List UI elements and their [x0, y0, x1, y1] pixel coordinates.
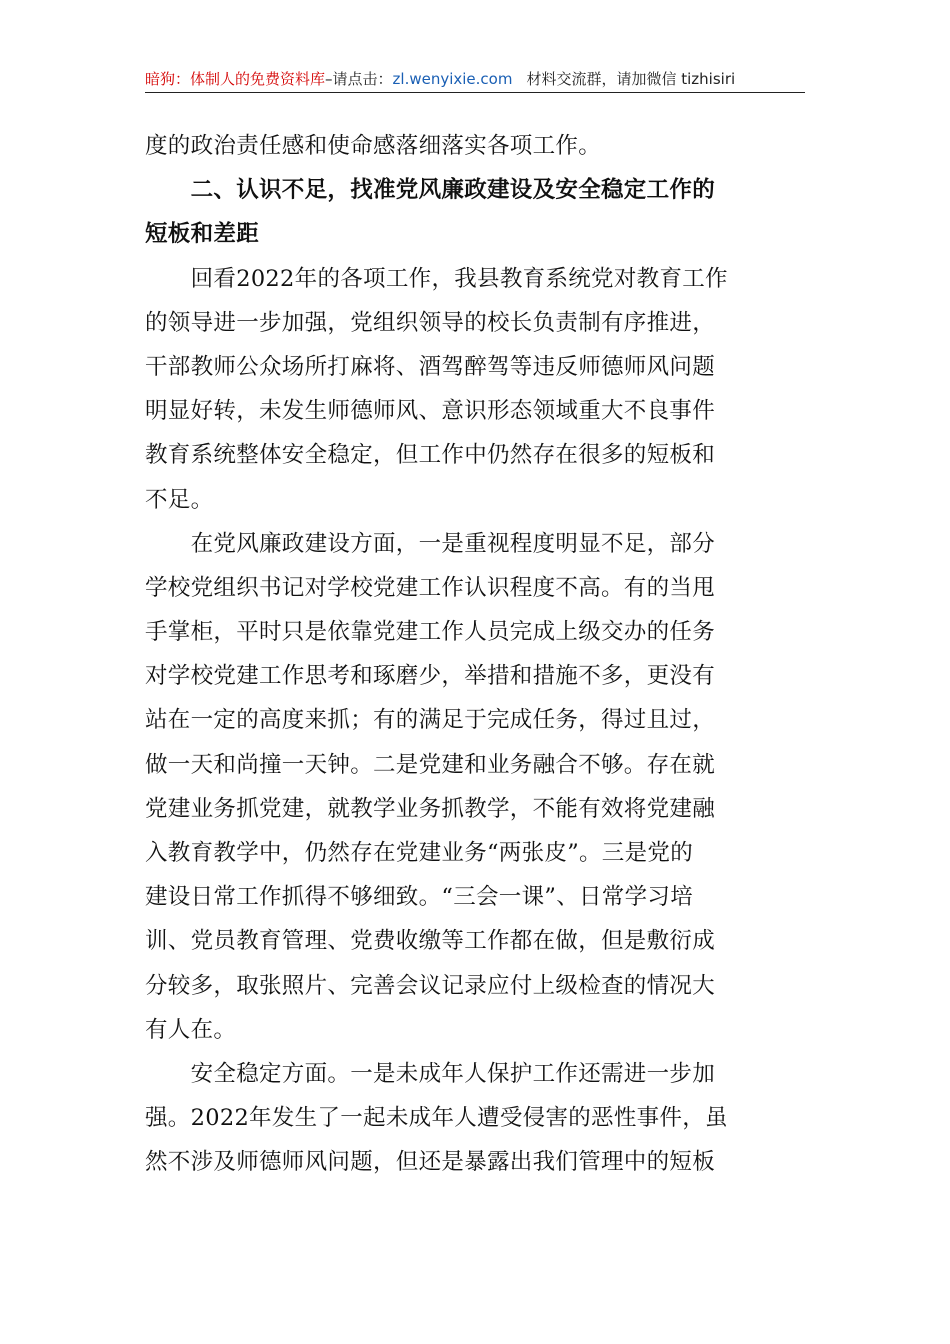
- text-line: 在党风廉政建设方面，一是重视程度明显不足，部分: [145, 530, 716, 557]
- header-url-link[interactable]: zl.wenyixie.com: [392, 70, 513, 88]
- text-line: 训、党员教育管理、党费收缴等工作都在做，但是敷衍成: [145, 928, 716, 955]
- text-line: 建设日常工作抓得不够细致。“三会一课”、日常学习培: [145, 884, 694, 911]
- text-line: 教育系统整体安全稳定，但工作中仍然存在很多的短板和: [145, 442, 716, 469]
- text-line: 对学校党建工作思考和琢磨少，举措和措施不多，更没有: [145, 663, 716, 690]
- section-heading: 二、认识不足，找准党风廉政建设及安全稳定工作的: [145, 177, 716, 204]
- text-line: 度的政治责任感和使命感落细落实各项工作。: [145, 133, 602, 159]
- text-line: 站在一定的高度来抓；有的满足于完成任务，得过且过，: [145, 707, 716, 734]
- text-line: 分较多，取张照片、完善会议记录应付上级检查的情况大: [145, 972, 716, 999]
- text-line: 手掌柜，平时只是依靠党建工作人员完成上级交办的任务: [145, 619, 716, 646]
- text-line: 有人在。: [145, 1016, 237, 1043]
- header-click-label: –请点击：: [325, 70, 393, 88]
- text-line: 入教育教学中，仍然存在党建业务“两张皮”。三是党的: [145, 840, 694, 866]
- text-line: 安全稳定方面。一是未成年人保护工作还需进一步加: [145, 1060, 716, 1087]
- text-line: 强。2022年发生了一起未成年人遭受侵害的恶性事件，虽: [145, 1105, 728, 1132]
- text-line: 的领导进一步加强，党组织领导的校长负责制有序推进，: [145, 309, 716, 336]
- text-line: 然不涉及师德师风问题，但还是暴露出我们管理中的短板: [145, 1149, 716, 1176]
- header-wechat-note: 材料交流群，请加微信 tizhisiri: [526, 70, 736, 88]
- text-line: 干部教师公众场所打麻将、酒驾醉驾等违反师德师风问题: [145, 353, 716, 380]
- text-line: 做一天和尚撞一天钟。二是党建和业务融合不够。存在就: [145, 751, 716, 778]
- section-heading-cont: 短板和差距: [145, 221, 260, 248]
- text-line: 回看2022年的各项工作，我县教育系统党对教育工作: [145, 265, 728, 292]
- text-line: 明显好转，未发生师德师风、意识形态领域重大不良事件: [145, 398, 716, 425]
- text-line: 不足。: [145, 486, 214, 513]
- header-promo: 暗狗：体制人的免费资料库: [145, 70, 326, 88]
- text-line: 党建业务抓党建，就教学业务抓教学，不能有效将党建融: [145, 795, 716, 822]
- page-header: [145, 68, 805, 93]
- document-body: [145, 124, 805, 1185]
- text-line: 学校党组织书记对学校党建工作认识程度不高。有的当甩: [145, 574, 716, 601]
